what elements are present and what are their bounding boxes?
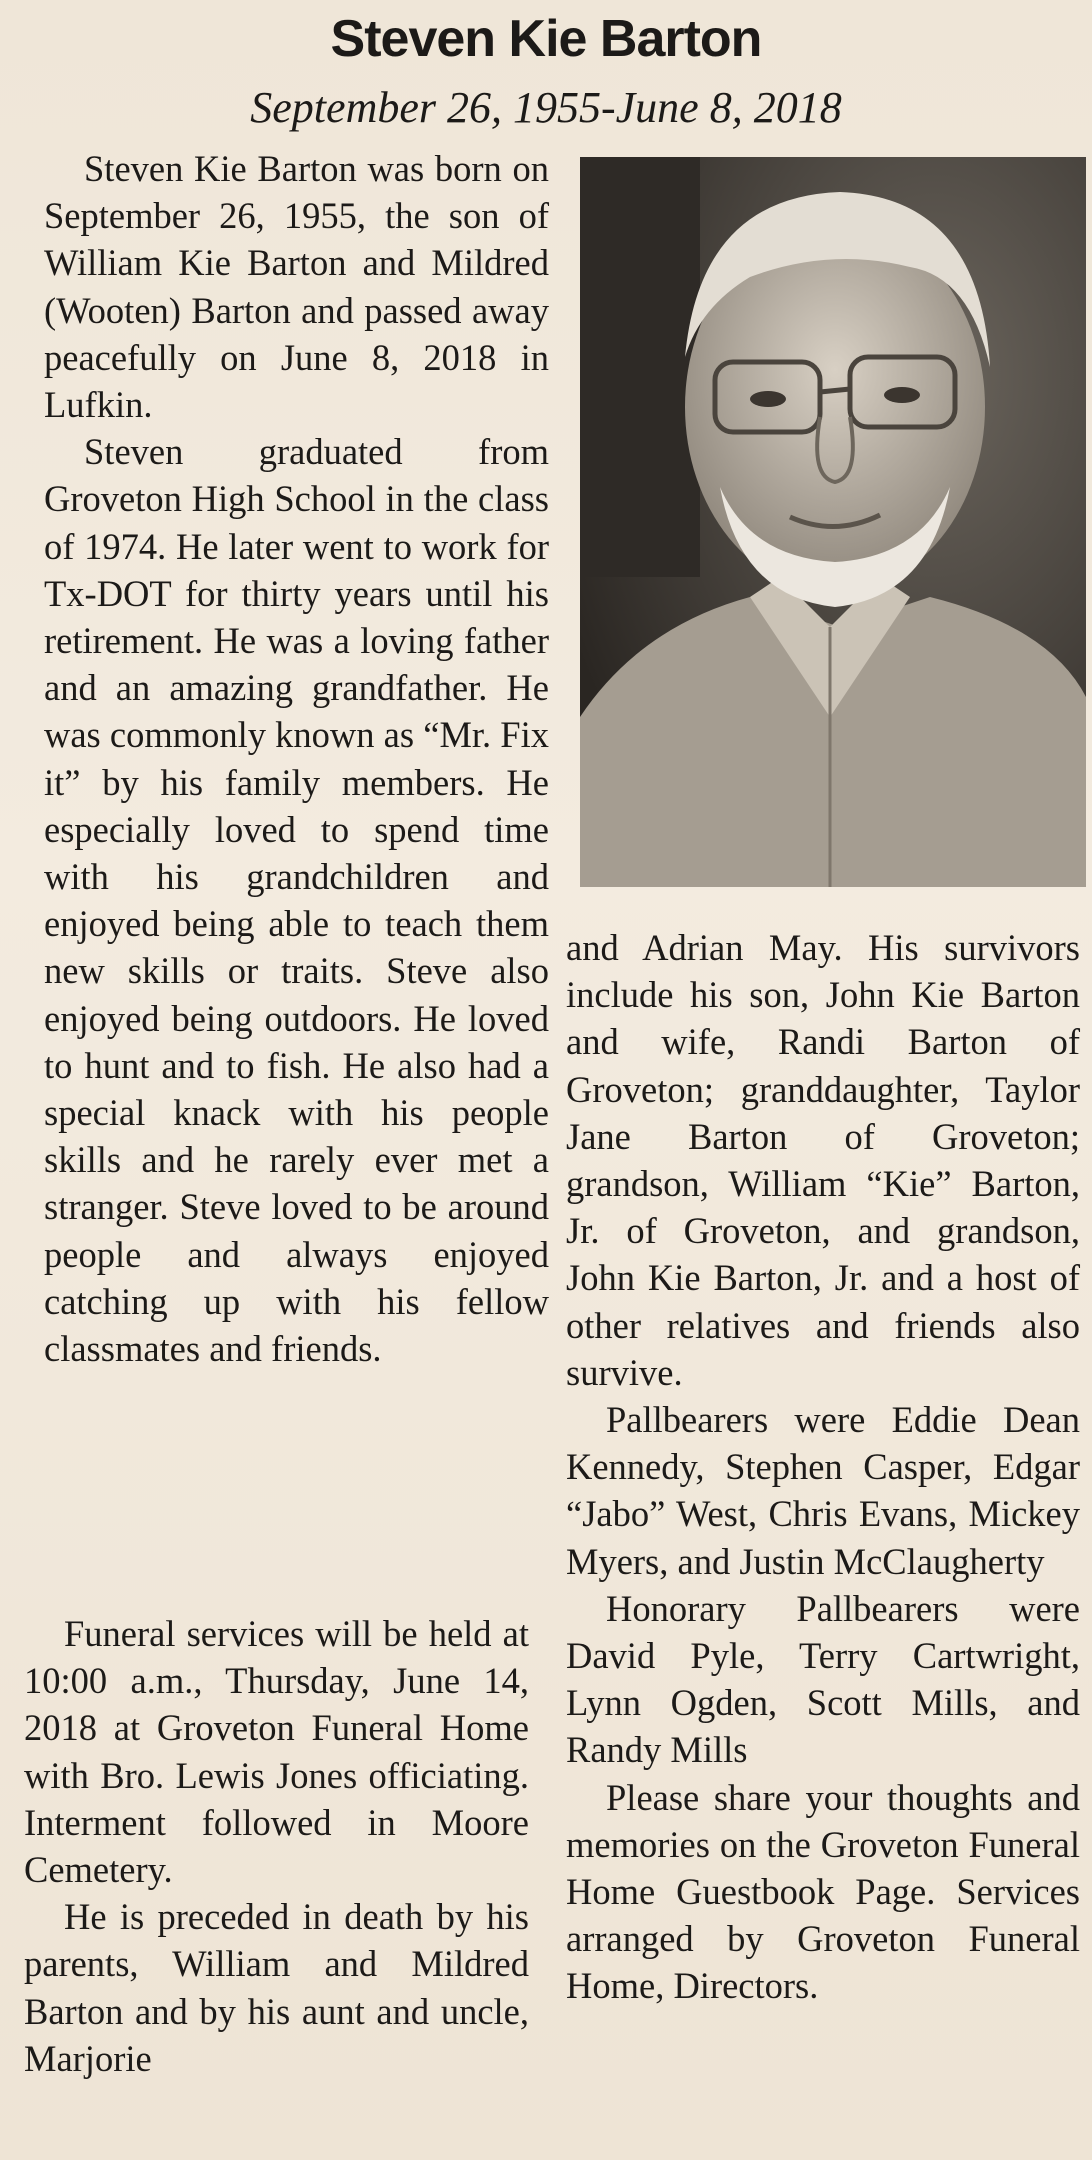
paragraph-preceded: He is preceded in death by his parents, William and Mildred Barton and by his aunt and uncle, Marjorie bbox=[24, 1896, 529, 2079]
right-column bbox=[566, 924, 1080, 2010]
obituary-dates: September 26, 1955-June 8, 2018 bbox=[250, 83, 842, 132]
portrait-photo-icon bbox=[580, 157, 1086, 887]
paragraph-birth: Steven Kie Barton was born on September 26, 1955, the son of William Kie Barton and Mildred (Wooten) Barton and passed away peacefully on June 8, 2018 in Lufkin. bbox=[44, 148, 549, 426]
paragraph-life: Steven graduated from Groveton High School in the class of 1974. He later went to work for Tx-DOT for thirty years until his retirement. He was a loving father and an amazing grandfather. He was commonly known as “Mr. Fix it” by his family members. He especially loved to spend time with his grandchildren and enjoyed being able to teach them new skills or traits. Steve also enjoyed being outdoors. He loved to hunt and to fish. He also had a special knack with his people skills and he rarely ever met a stranger. Steve loved to be around people and always enjoyed catching up with his fellow classmates and friends. bbox=[44, 431, 549, 1370]
paragraph-pallbearers: Pallbearers were Eddie Dean Kennedy, Stephen Casper, Edgar “Jabo” West, Chris Evans, Mickey Myers, and Justin McClaugherty bbox=[566, 1399, 1080, 1582]
left-column-top bbox=[44, 145, 549, 1372]
portrait-illustration bbox=[580, 157, 1086, 887]
paragraph-survivors: and Adrian May. His survivors include his son, John Kie Barton and wife, Randi Barton of Groveton; granddaughter, Taylor Jane Barton of Groveton; grandson, William “Kie” Barton, Jr. of Groveton, and grandson, John Kie Barton, Jr. and a host of other relatives and friends also survive. bbox=[566, 927, 1080, 1393]
paragraph-guestbook: Please share your thoughts and memories on the Groveton Funeral Home Guestbook Page. Services arranged by Groveton Funeral Home, Directors. bbox=[566, 1776, 1080, 2007]
obituary-name: Steven Kie Barton bbox=[330, 10, 762, 68]
paragraph-services: Funeral services will be held at 10:00 a.m., Thursday, June 14, 2018 at Groveton Funeral Home with Bro. Lewis Jones officiating. Interment followed in Moore Cemetery. bbox=[24, 1613, 529, 1891]
paragraph-honorary-pallbearers: Honorary Pallbearers were David Pyle, Terry Cartwright, Lynn Ogden, Scott Mills, and Randy Mills bbox=[566, 1587, 1080, 1771]
left-column-bottom bbox=[24, 1610, 529, 2082]
